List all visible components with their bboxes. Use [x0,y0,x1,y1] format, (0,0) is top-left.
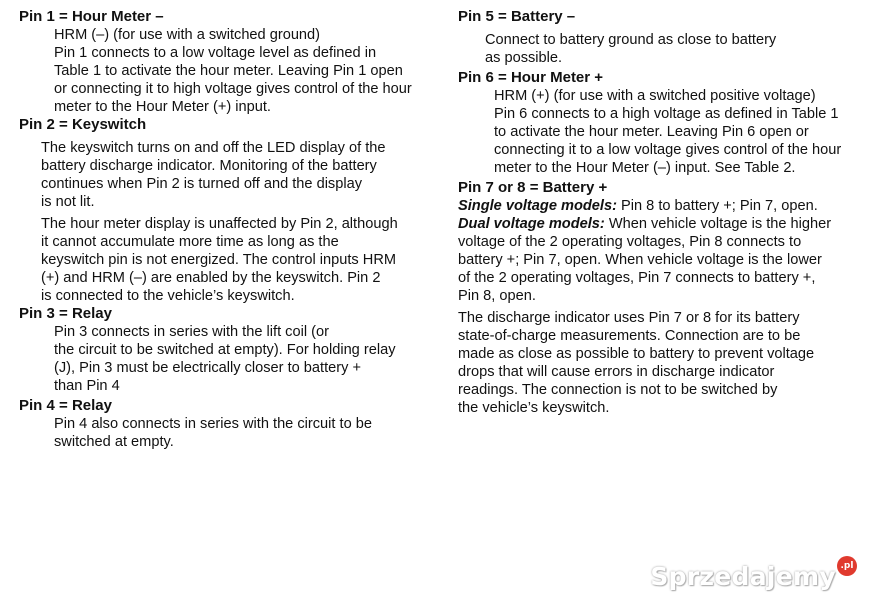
watermark-logo [650,563,857,591]
pin2-para1-line: battery discharge indicator. Monitoring of the battery [41,158,377,174]
dual-voltage-line: of the 2 operating voltages, Pin 7 connects to battery +, [458,270,816,286]
pin1-heading: Pin 1 = Hour Meter – [19,8,164,25]
dual-voltage-line: Pin 8, open. [458,288,536,304]
pin2-section [19,116,439,305]
watermark-badge: .pl [837,556,857,576]
discharge-line: readings. The connection is not to be switched by [458,382,778,398]
pin2-para2-line: The hour meter display is unaffected by Pin 2, although [41,216,398,232]
pin2-para1-line: The keyswitch turns on and off the LED display of the [41,140,386,156]
pin78-section [458,179,868,417]
pin1-line: meter to the Hour Meter (+) input. [54,99,271,115]
pin1-section [19,8,439,116]
pin6-line: meter to the Hour Meter (–) input. See Table 2. [494,160,796,176]
pin4-section [19,397,439,451]
dual-voltage-line: voltage of the 2 operating voltages, Pin 8 connects to [458,234,802,250]
pin3-section [19,305,439,395]
pin6-heading: Pin 6 = Hour Meter + [458,69,604,86]
pin5-line: Connect to battery ground as close to battery [485,32,777,48]
right-column [458,8,868,417]
pin6-line: to activate the hour meter. Leaving Pin 6 open or [494,124,809,140]
dual-voltage-label: Dual voltage models: [458,216,605,232]
pin3-heading: Pin 3 = Relay [19,305,112,322]
pin2-para2-line: (+) and HRM (–) are enabled by the keyswitch. Pin 2 [41,270,381,286]
pin2-heading: Pin 2 = Keyswitch [19,116,147,133]
pin4-line: Pin 4 also connects in series with the circuit to be [54,416,372,432]
pin1-line: or connecting it to high voltage gives control of the hour [54,81,412,97]
pin6-line: Pin 6 connects to a high voltage as defined in Table 1 [494,106,839,122]
dual-voltage-line: battery +; Pin 7, open. When vehicle voltage is the lower [458,252,822,268]
pin6-section [458,69,868,177]
discharge-line: the vehicle’s keyswitch. [458,400,610,416]
discharge-line: state-of-charge measurements. Connection are to be [458,328,801,344]
pin3-line: (J), Pin 3 must be electrically closer to battery + [54,360,361,376]
pin4-heading: Pin 4 = Relay [19,397,112,414]
single-voltage-line [458,197,868,215]
discharge-line: drops that will cause errors in discharge indicator [458,364,775,380]
pin2-para1-line: is not lit. [41,194,95,210]
pin3-line: than Pin 4 [54,378,120,394]
discharge-line: The discharge indicator uses Pin 7 or 8 for its battery [458,310,800,326]
pin6-line: HRM (+) (for use with a switched positive voltage) [494,88,816,104]
single-voltage-text: Pin 8 to battery +; Pin 7, open. [616,198,818,214]
pin1-line: Pin 1 connects to a low voltage level as defined in [54,45,377,61]
left-column [19,8,439,451]
pin5-line: as possible. [485,50,563,66]
pin5-heading: Pin 5 = Battery – [458,8,576,25]
pin3-line: the circuit to be switched at empty). For holding relay [54,342,396,358]
dual-voltage-text: When vehicle voltage is the higher [604,216,832,232]
pin3-line: Pin 3 connects in series with the lift coil (or [54,324,329,340]
pin1-line: Table 1 to activate the hour meter. Leaving Pin 1 open [54,63,403,79]
pin2-para2-line: is connected to the vehicle’s keyswitch. [41,288,295,304]
dual-voltage-line [458,215,868,233]
watermark-text: Sprzedajemy [650,562,836,591]
pin78-heading: Pin 7 or 8 = Battery + [458,179,608,196]
single-voltage-label: Single voltage models: [458,198,617,214]
pin1-line: HRM (–) (for use with a switched ground) [54,27,321,43]
pin4-line: switched at empty. [54,434,174,450]
pin6-line: connecting it to a low voltage gives control of the hour [494,142,842,158]
pin5-section [458,8,868,67]
pin2-para2-line: it cannot accumulate more time as long as the [41,234,339,250]
pin2-para1-line: continues when Pin 2 is turned off and the display [41,176,363,192]
pin2-para2-line: keyswitch pin is not energized. The control inputs HRM [41,252,397,268]
discharge-line: made as close as possible to battery to prevent voltage [458,346,815,362]
